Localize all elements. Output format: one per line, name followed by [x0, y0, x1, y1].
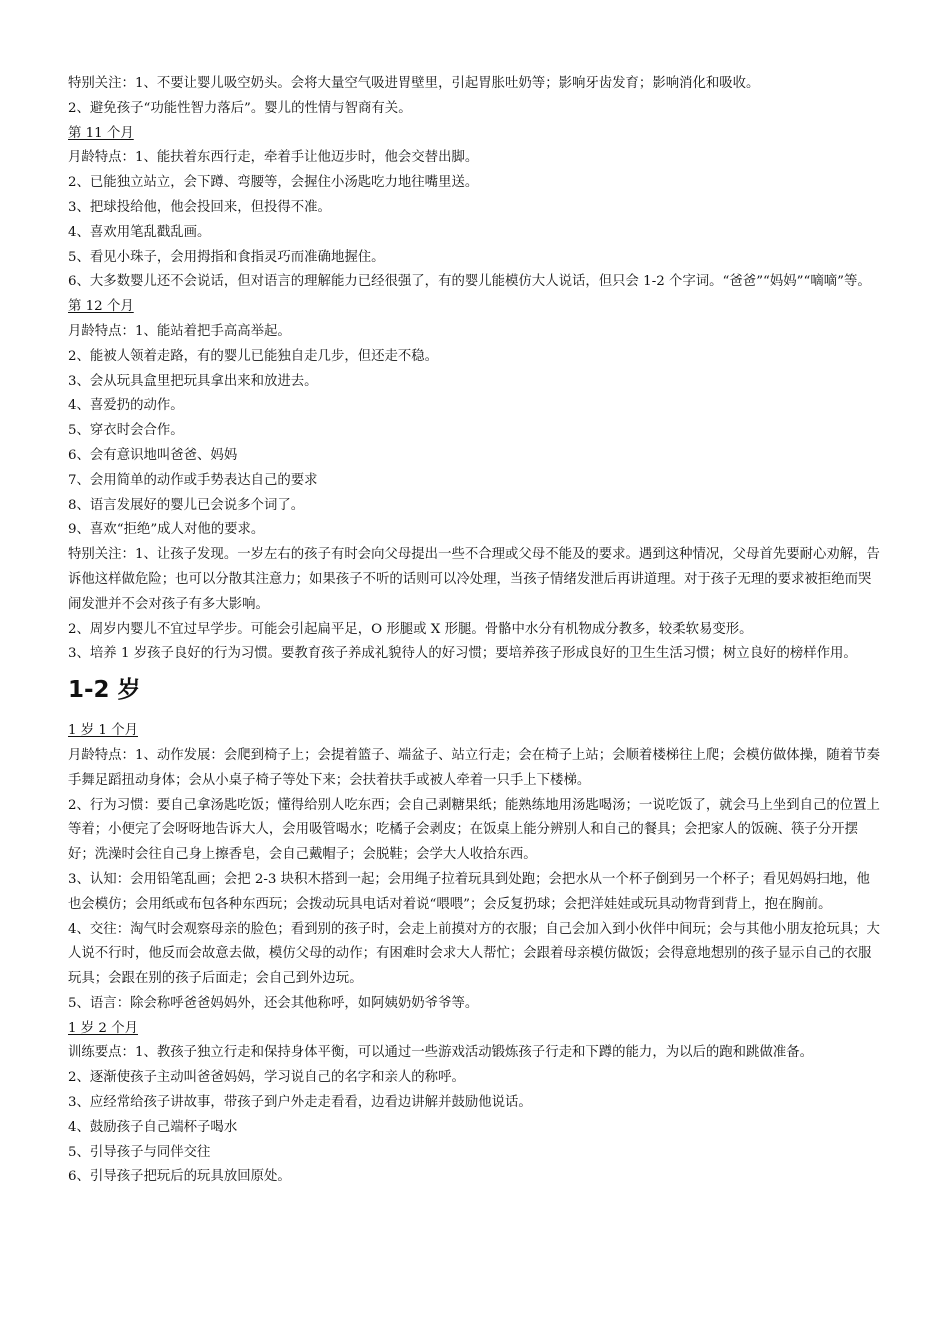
subsection-heading-line — [68, 719, 882, 744]
paragraph: 5、看见小珠子，会用拇指和食指灵巧而准确地握住。 — [68, 249, 385, 265]
paragraph: 训练要点：1、教孩子独立行走和保持身体平衡，可以通过一些游戏活动锻炼孩子行走和下蹲的能力，为以后的跑和跳做准备。 — [68, 1045, 813, 1061]
document-page — [68, 72, 882, 1190]
document-body — [68, 72, 882, 1190]
paragraph: 月龄特点：1、能站着把手高高举起。 — [68, 323, 291, 339]
paragraph: 7、会用简单的动作或手势表达自己的要求 — [68, 472, 318, 488]
paragraph: 4、交往：淘气时会观察母亲的脸色；看到别的孩子时，会走上前摸对方的衣服；自己会加入到小伙伴中间玩；会与其他小朋友抢玩具；大人说不行时，他反而会故意去做，模仿父母的动作；有困难时会求大人帮忙；会跟着母亲模仿做饭；会得意地想别的孩子显示自己的衣服玩具；会跟在别的孩子后面走；会自己到外边玩。 — [68, 921, 880, 987]
subsection-heading-line — [68, 122, 882, 147]
paragraph: 特别关注：1、不要让婴儿吸空奶头。会将大量空气吸进胃壁里，引起胃胀吐奶等；影响牙齿发育；影响消化和吸收。 — [68, 76, 760, 91]
paragraph: 4、喜爱扔的动作。 — [68, 398, 184, 414]
paragraph: 月龄特点：1、动作发展：会爬到椅子上；会提着篮子、端盆子、站立行走；会在椅子上站；会顺着楼梯往上爬；会模仿做体操，随着节奏手舞足蹈扭动身体；会从小桌子椅子等处下来；会扶着扶手或被人牵着一只手上下楼梯。 — [68, 747, 880, 788]
subsection-heading-line — [68, 1017, 882, 1042]
paragraph: 2、避免孩子“功能性智力落后”。婴儿的性情与智商有关。 — [68, 100, 412, 116]
paragraph: 5、语言：除会称呼爸爸妈妈外，还会其他称呼，如阿姨奶奶爷爷等。 — [68, 995, 479, 1011]
subsection-heading: 第 11 个月 — [68, 125, 134, 141]
paragraph: 2、周岁内婴儿不宜过早学步。可能会引起扁平足，O 形腿或 X 形腿。骨骼中水分有机物成分教多，较柔软易变形。 — [68, 621, 753, 637]
paragraph: 3、培养 1 岁孩子良好的行为习惯。要教育孩子养成礼貌待人的好习惯；要培养孩子形成良好的卫生生活习惯；树立良好的榜样作用。 — [68, 646, 857, 662]
section-heading: 1-2 岁 — [68, 677, 141, 704]
paragraph: 6、引导孩子把玩后的玩具放回原处。 — [68, 1169, 291, 1185]
paragraph: 9、喜欢“拒绝”成人对他的要求。 — [68, 522, 265, 538]
subsection-heading: 1 岁 1 个月 — [68, 723, 138, 739]
paragraph: 2、已能独立站立，会下蹲、弯腰等，会握住小汤匙吃力地往嘴里送。 — [68, 175, 479, 191]
paragraph: 3、应经常给孩子讲故事，带孩子到户外走走看看，边看边讲解并鼓励他说话。 — [68, 1095, 532, 1111]
paragraph: 2、能被人领着走路，有的婴儿已能独自走几步，但还走不稳。 — [68, 348, 439, 364]
paragraph: 4、喜欢用笔乱戳乱画。 — [68, 224, 211, 240]
paragraph: 3、认知：会用铅笔乱画；会把 2-3 块积木搭到一起；会用绳子拉着玩具到处跑；会把水从一个杯子倒到另一个杯子；看见妈妈扫地，他也会模仿；会用纸或布包各种东西玩；会拨动玩具电话对着说“喂喂”；会反复扔球；会把洋娃娃或玩具动物背到背上，抱在胸前。 — [68, 871, 870, 912]
paragraph: 2、逐渐使孩子主动叫爸爸妈妈，学习说自己的名字和亲人的称呼。 — [68, 1070, 465, 1086]
paragraph: 6、会有意识地叫爸爸、妈妈 — [68, 447, 238, 463]
paragraph: 6、大多数婴儿还不会说话，但对语言的理解能力已经很强了，有的婴儿能模仿大人说话，但只会 1-2 个字词。“爸爸”“妈妈”“嘀嘀”等。 — [68, 274, 871, 290]
paragraph: 月龄特点：1、能扶着东西行走，牵着手让他迈步时，他会交替出脚。 — [68, 150, 479, 166]
paragraph: 8、语言发展好的婴儿已会说多个词了。 — [68, 497, 305, 513]
subsection-heading: 1 岁 2 个月 — [68, 1020, 138, 1036]
paragraph: 3、会从玩具盒里把玩具拿出来和放进去。 — [68, 373, 318, 389]
subsection-heading-line — [68, 295, 882, 320]
paragraph: 4、鼓励孩子自己端杯子喝水 — [68, 1119, 238, 1135]
paragraph: 3、把球投给他，他会投回来，但投得不准。 — [68, 199, 331, 215]
paragraph: 特别关注：1、让孩子发现。一岁左右的孩子有时会向父母提出一些不合理或父母不能及的要求。遇到这种情况，父母首先要耐心劝解，告诉他这样做危险；也可以分散其注意力；如果孩子不听的话则可以冷处理，当孩子情绪发泄后再讲道理。对于孩子无理的要求被拒绝而哭闹发泄并不会对孩子有多大影响。 — [68, 547, 880, 612]
subsection-heading: 第 12 个月 — [68, 299, 134, 315]
paragraph: 5、引导孩子与同伴交往 — [68, 1144, 211, 1160]
paragraph: 2、行为习惯：要自己拿汤匙吃饭；懂得给别人吃东西；会自己剥糖果纸；能熟练地用汤匙喝汤；一说吃饭了，就会马上坐到自己的位置上等着；小便完了会呀呀地告诉大人，会用吸管喝水；吃橘子会剥皮；在饭桌上能分辨别人和自己的餐具；会把家人的饭碗、筷子分开摆好；洗澡时会往自己身上擦香皂，会自己戴帽子；会脱鞋；会学大人收拾东西。 — [68, 797, 880, 863]
paragraph: 5、穿衣时会合作。 — [68, 423, 184, 439]
